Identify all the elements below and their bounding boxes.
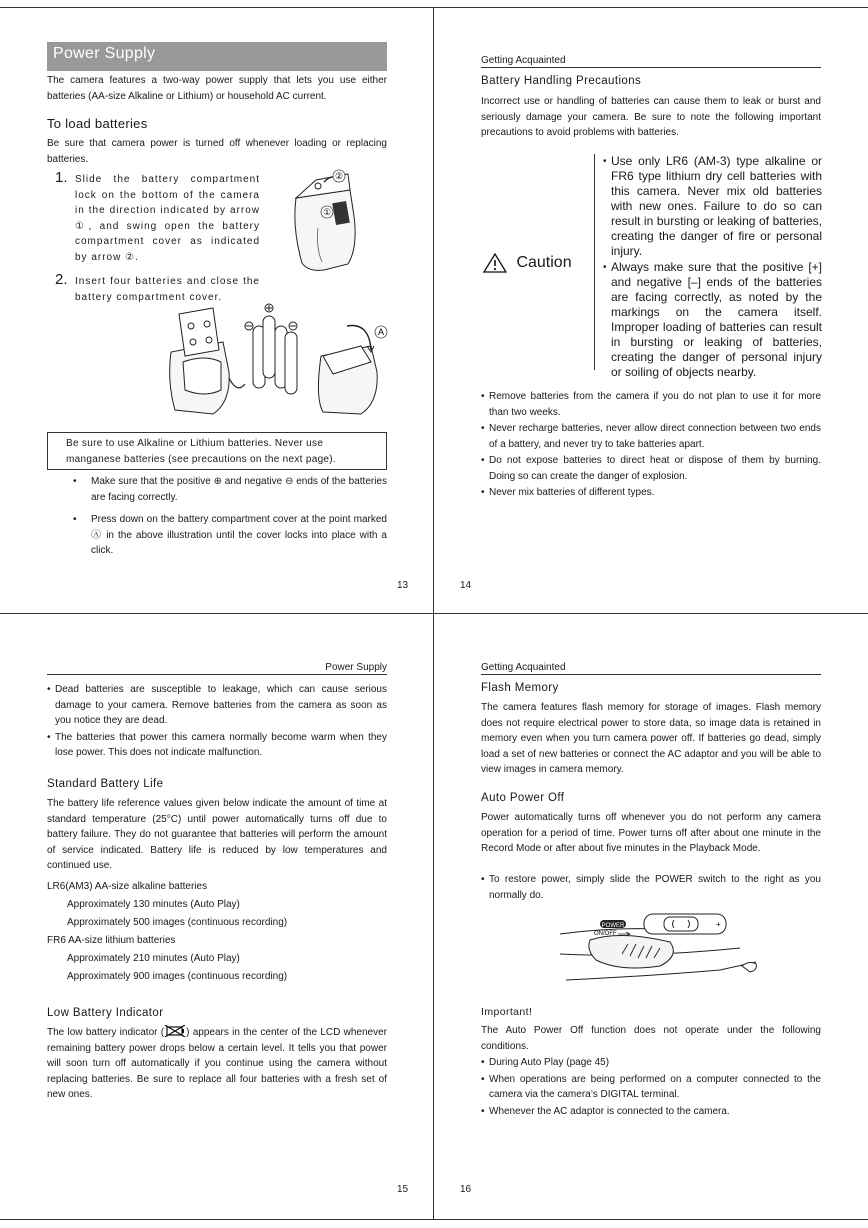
fr6-label: FR6 AA-size lithium batteries	[47, 935, 176, 946]
caution-item: • Use only LR6 (AM-3) type alkaline or FR6 type lithium dry cell batteries with this camera. Never mix old batteries with new ones. Failure to do so can result in bursting or leaking of batteries, creating the danger of fire or personal injury.	[603, 154, 822, 259]
bullet-item: • Make sure that the positive ⊕ and negative ⊖ ends of the batteries are facing correctly.	[73, 476, 387, 503]
page-number: 14	[460, 580, 472, 591]
bullet-item: • To restore power, simply slide the POWER switch to the right as you normally do.	[481, 872, 821, 903]
flash-memory-heading: Flash Memory	[481, 682, 559, 694]
lr6-label: LR6(AM3) AA-size alkaline batteries	[47, 881, 208, 892]
bullet-item: • During Auto Play (page 45)	[481, 1055, 821, 1071]
auto-power-off-bullet	[481, 872, 821, 904]
on-off-label: ON/OFF	[594, 931, 617, 937]
caution-text: Caution	[516, 254, 572, 271]
bullet-item: • The batteries that power this camera normally become warm when they lose power. This does not indicate malfunction.	[47, 730, 387, 761]
page-16	[434, 614, 868, 1228]
step-2	[55, 271, 260, 305]
important-heading: Important!	[481, 1006, 533, 1018]
running-head: Power Supply	[47, 662, 387, 675]
p15-bullet-list	[47, 682, 387, 762]
lr6-record-life: Approximately 500 images (continuous recording)	[67, 917, 288, 928]
step-1-text: Slide the battery compartment lock on the bottom of the camera in the direction indicated by arrow ①, and swing open the battery compartment cover as indicated by arrow ②.	[75, 174, 260, 263]
auto-power-off-text: Power automatically turns off whenever you do not perform any camera operation for a period of time. Power turns off after about one minute in the Record Mode or after about five minutes in the Playback Mode.	[481, 812, 821, 854]
caution-list	[594, 154, 822, 379]
section-title-bar: Power Supply	[47, 42, 387, 71]
fr6-play-life: Approximately 210 minutes (Auto Play)	[67, 953, 240, 964]
page-number: 15	[397, 1184, 409, 1195]
precautions-intro: Incorrect use or handling of batteries can cause them to leak or burst and seriously damage your camera. Be sure to note the following important precautions to avoid problems with batteries.	[481, 96, 821, 138]
bullet-item: • Press down on the battery compartment cover at the point marked Ⓐ in the above illustration until the cover locks into place with a click.	[73, 514, 387, 556]
page-15	[0, 614, 434, 1228]
p13-bullet-list	[73, 474, 387, 566]
bullet-item: • Never recharge batteries, never allow direct connection between two ends of a battery, and never try to take batteries apart.	[481, 421, 821, 452]
running-head: Getting Acquainted	[481, 662, 821, 675]
load-intro-text: Be sure that camera power is turned off whenever loading or replacing batteries.	[47, 138, 387, 165]
p14-bullet-list	[481, 389, 821, 502]
caution-item: • Always make sure that the positive [+] and negative [–] ends of the batteries are facing correctly, as noted by the markings on the camera itself. Improper loading of batteries can result in bursting or leaking of batteries, creating the danger of personal injury or soiling of objects nearby.	[603, 260, 822, 380]
battery-type-note: Be sure to use Alkaline or Lithium batteries. Never use manganese batteries (see precautions on the next page).	[47, 432, 387, 470]
important-text: The Auto Power Off function does not operate under the following conditions.	[481, 1025, 821, 1052]
intro-text: The camera features a two-way power supply that lets you use either batteries (AA-size Alkaline or Lithium) or household AC current.	[47, 75, 387, 102]
page-14	[434, 0, 868, 614]
caution-label	[482, 252, 572, 274]
low-battery-text: The low battery indicator ( ) appears in the center of the LCD whenever remaining battery power drops below a certain level. It tells you that power will soon turn off automatically if you continue using the camera without replacing batteries. Be sure to replace all four batteries with a fresh set of new ones.	[47, 1027, 387, 1100]
warning-triangle-icon	[482, 252, 508, 274]
fr6-record-life: Approximately 900 images (continuous recording)	[67, 971, 288, 982]
page-number: 16	[460, 1184, 472, 1195]
p16-bullet-list	[481, 1055, 821, 1120]
bullet-item: • Never mix batteries of different types.	[481, 485, 821, 501]
bullet-item: • When operations are being performed on a computer connected to the camera via the camera’s DIGITAL terminal.	[481, 1072, 821, 1103]
step-1	[55, 169, 260, 265]
page-number: 13	[397, 580, 409, 591]
figure-label-2: ②	[334, 171, 344, 181]
camera-open-illustration	[288, 168, 368, 276]
bullet-item: • Whenever the AC adaptor is connected to the camera.	[481, 1104, 821, 1120]
figure-label-1: ①	[322, 207, 332, 217]
figure-label-a: A	[377, 327, 385, 337]
load-batteries-heading: To load batteries	[47, 116, 148, 131]
power-switch-illustration	[560, 910, 764, 990]
step-2-text: Insert four batteries and close the battery compartment cover.	[75, 276, 260, 303]
battery-insertion-illustration	[165, 302, 393, 420]
bullet-item: • Dead batteries are susceptible to leakage, which can cause serious damage to your camera. Remove batteries from the camera as soon as you notice they are dead.	[47, 682, 387, 729]
page-13	[0, 0, 434, 614]
battery-life-heading: Standard Battery Life	[47, 778, 164, 790]
step-1-number: 1.	[55, 169, 68, 186]
battery-life-intro: The battery life reference values given below indicate the amount of time at standard temperature (25°C) until power automatically turns off due to battery failure. They do not guarantee that batteries will perform the amount of service indicated. Battery life is reduced by low temperatures and continued use.	[47, 798, 387, 871]
bullet-item: • Remove batteries from the camera if you do not plan to use it for more than two weeks.	[481, 389, 821, 420]
battery-precautions-heading: Battery Handling Precautions	[481, 75, 642, 87]
lr6-play-life: Approximately 130 minutes (Auto Play)	[67, 899, 240, 910]
bullet-item: • Do not expose batteries to direct heat or dispose of them by burning. Doing so can create the danger of explosion.	[481, 453, 821, 484]
low-battery-heading: Low Battery Indicator	[47, 1007, 164, 1019]
step-2-number: 2.	[55, 271, 68, 288]
power-label: POWER	[601, 923, 625, 929]
battery-life-list	[47, 878, 387, 986]
low-battery-icon	[164, 1025, 186, 1037]
svg-text:+: +	[716, 920, 721, 929]
auto-power-off-heading: Auto Power Off	[481, 792, 565, 804]
running-head: Getting Acquainted	[481, 55, 821, 68]
flash-memory-text: The camera features flash memory for storage of images. Flash memory does not require electrical power to store data, so image data is retained in memory even when you turn camera power off. If batteries go dead, simply load a set of new batteries or connect the AC adaptor and you will be able to view images in camera memory.	[481, 702, 821, 775]
